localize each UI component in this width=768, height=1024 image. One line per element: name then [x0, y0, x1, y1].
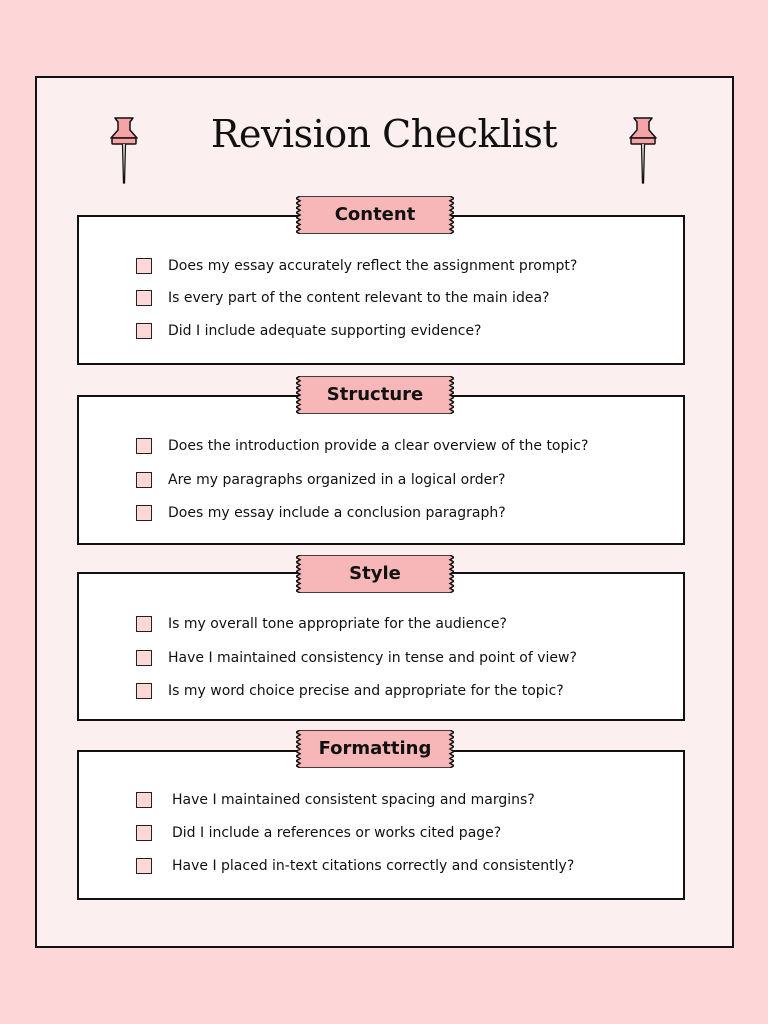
checklist-item-text: Does my essay accurately reflect the assignment prompt?	[168, 258, 578, 274]
checkbox[interactable]	[136, 323, 152, 339]
checklist-item[interactable]	[136, 823, 501, 843]
checklist-item-text: Is my overall tone appropriate for the audience?	[168, 616, 507, 632]
checkbox[interactable]	[136, 825, 152, 841]
checklist-item[interactable]	[136, 503, 506, 523]
section-title: Content	[334, 204, 416, 225]
checklist-item[interactable]	[136, 648, 577, 668]
section-title: Style	[349, 563, 401, 584]
checklist-item[interactable]	[136, 856, 574, 876]
checklist-item-text: Is every part of the content relevant to the main idea?	[168, 290, 550, 306]
page-title: Revision Checklist	[210, 112, 558, 156]
section-title: Formatting	[318, 738, 432, 759]
checklist-item[interactable]	[136, 256, 577, 276]
checkbox[interactable]	[136, 650, 152, 666]
checkbox[interactable]	[136, 505, 152, 521]
section-tag-formatting	[296, 730, 454, 768]
checklist-item-text: Are my paragraphs organized in a logical order?	[168, 472, 506, 488]
checklist-item-text: Does my essay include a conclusion paragraph?	[168, 505, 506, 521]
checklist-item-text: Is my word choice precise and appropriate for the topic?	[168, 683, 564, 699]
checkbox[interactable]	[136, 616, 152, 632]
section-content	[77, 215, 685, 365]
checkbox[interactable]	[136, 290, 152, 306]
checklist-item-text: Have I maintained consistent spacing and margins?	[172, 792, 535, 808]
checklist-item[interactable]	[136, 470, 505, 490]
section-style	[77, 572, 685, 721]
checklist-item-text: Did I include adequate supporting evidence?	[168, 323, 482, 339]
section-formatting	[77, 750, 685, 900]
section-structure	[77, 395, 685, 545]
checkbox[interactable]	[136, 472, 152, 488]
checklist-item[interactable]	[136, 288, 549, 308]
section-tag-style	[296, 555, 454, 593]
checkbox[interactable]	[136, 858, 152, 874]
checklist-item[interactable]	[136, 681, 564, 701]
checkbox[interactable]	[136, 258, 152, 274]
checklist-item[interactable]	[136, 614, 507, 634]
checklist-item-text: Did I include a references or works cited page?	[172, 825, 502, 841]
section-tag-content	[296, 196, 454, 234]
checklist-item[interactable]	[136, 790, 535, 810]
checklist-item[interactable]	[136, 321, 481, 341]
section-title: Structure	[326, 384, 424, 405]
checklist-item-text: Does the introduction provide a clear overview of the topic?	[168, 438, 589, 454]
checklist-item[interactable]	[136, 436, 588, 456]
checklist-item-text: Have I maintained consistency in tense and point of view?	[168, 650, 577, 666]
checkbox[interactable]	[136, 792, 152, 808]
checkbox[interactable]	[136, 683, 152, 699]
section-tag-structure	[296, 376, 454, 414]
checkbox[interactable]	[136, 438, 152, 454]
checklist-item-text: Have I placed in-text citations correctly and consistently?	[172, 858, 575, 874]
